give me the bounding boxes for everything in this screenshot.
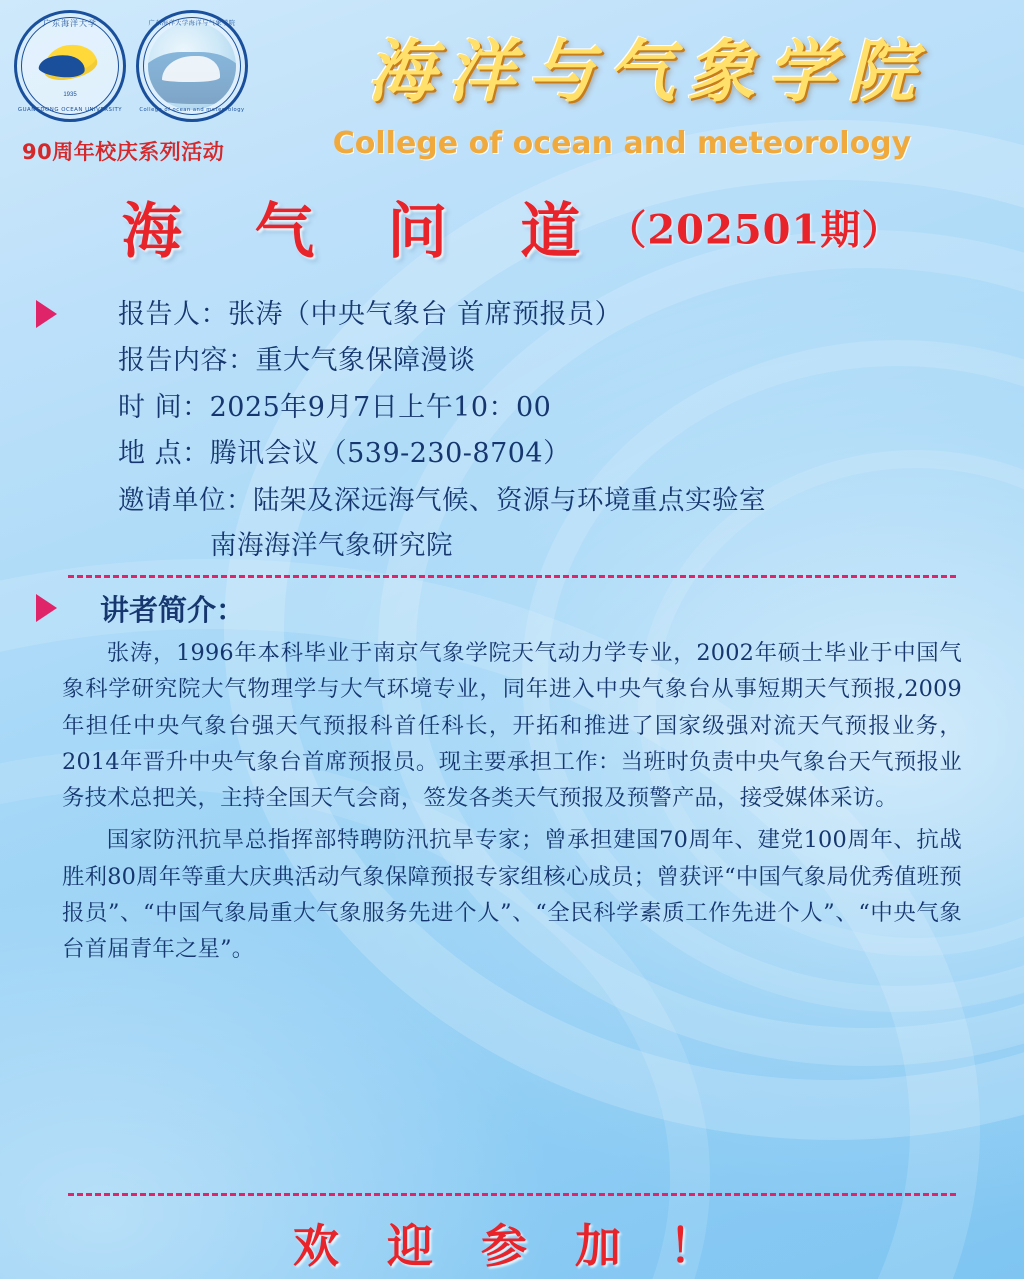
speaker-bio-paragraph-1: 张涛，1996年本科毕业于南京气象学院天气动力学专业，2002年硕士毕业于中国气象科学研究院大气物理学与大气环境专业，同年进入中央气象台从事短期天气预报,2009年担任中央气象台强天气预报科首任科长，开拓和推进了国家级强对流天气预报业务，2014年晋升中央气象台首席预报员。现主要承担工作：当班时负责中央气象台天气预报业务技术总把关，主持全国天气会商，签发各类天气预报及预警产品，接受媒体采访。 [62, 639, 962, 812]
university-seal-year: 1935 [63, 92, 77, 98]
info-time: 时 间：2025年9月7日上午10：00 [118, 391, 552, 423]
college-seal-icon [136, 10, 248, 122]
university-seal-icon [14, 10, 126, 122]
info-host-2: 南海海洋气象研究院 [210, 530, 453, 562]
university-seal-top-text: 广东海洋大学 [43, 19, 97, 28]
speaker-bio-paragraph-2: 国家防汛抗旱总指挥部特聘防汛抗旱专家；曾承担建国70周年、建党100周年、抗战胜利80周年等重大庆典活动气象保障预报专家组核心成员；曾获评“中国气象局优秀值班预报员”、“中国气象局重大气象服务先进个人”、“全民科学素质工作先进个人”、“中央气象台首届青年之星”。 [62, 827, 962, 963]
page-title [0, 184, 1024, 270]
speaker-bio [0, 578, 1024, 968]
welcome-message: 欢 迎 参 加 ！ [292, 1219, 732, 1273]
poster-header [0, 0, 1024, 178]
college-seal-top-text: 广东海洋大学海洋与气象学院 [148, 20, 236, 27]
college-name-cn: 海洋与气象学院 [366, 32, 927, 112]
college-name-en: College of ocean and meteorology [332, 126, 912, 161]
logo-group [14, 10, 248, 122]
event-info-lines [46, 292, 984, 569]
triangle-bullet-icon [36, 594, 57, 622]
anniversary-label: 90周年校庆系列活动 [22, 140, 225, 164]
info-speaker: 报告人：张涛（中央气象台 首席预报员） [118, 299, 623, 330]
event-info [0, 292, 1024, 569]
college-seal-bottom-text: College of ocean and meteorology [139, 107, 245, 113]
triangle-bullet-icon [36, 300, 57, 328]
speaker-bio-heading: 讲者简介： [100, 592, 246, 627]
info-location: 地 点：腾讯会议（539-230-8704） [118, 438, 571, 470]
poster-footer [0, 1193, 1024, 1279]
info-topic: 报告内容：重大气象保障漫谈 [118, 345, 476, 377]
info-host-1: 邀请单位：陆架及深远海气候、资源与环境重点实验室 [118, 484, 766, 516]
page-title-issue: （202501期） [606, 206, 903, 254]
page-title-main: 海 气 问 道 [121, 197, 607, 267]
university-seal-bottom-text: GUANGDONG OCEAN UNIVERSITY [17, 107, 123, 113]
